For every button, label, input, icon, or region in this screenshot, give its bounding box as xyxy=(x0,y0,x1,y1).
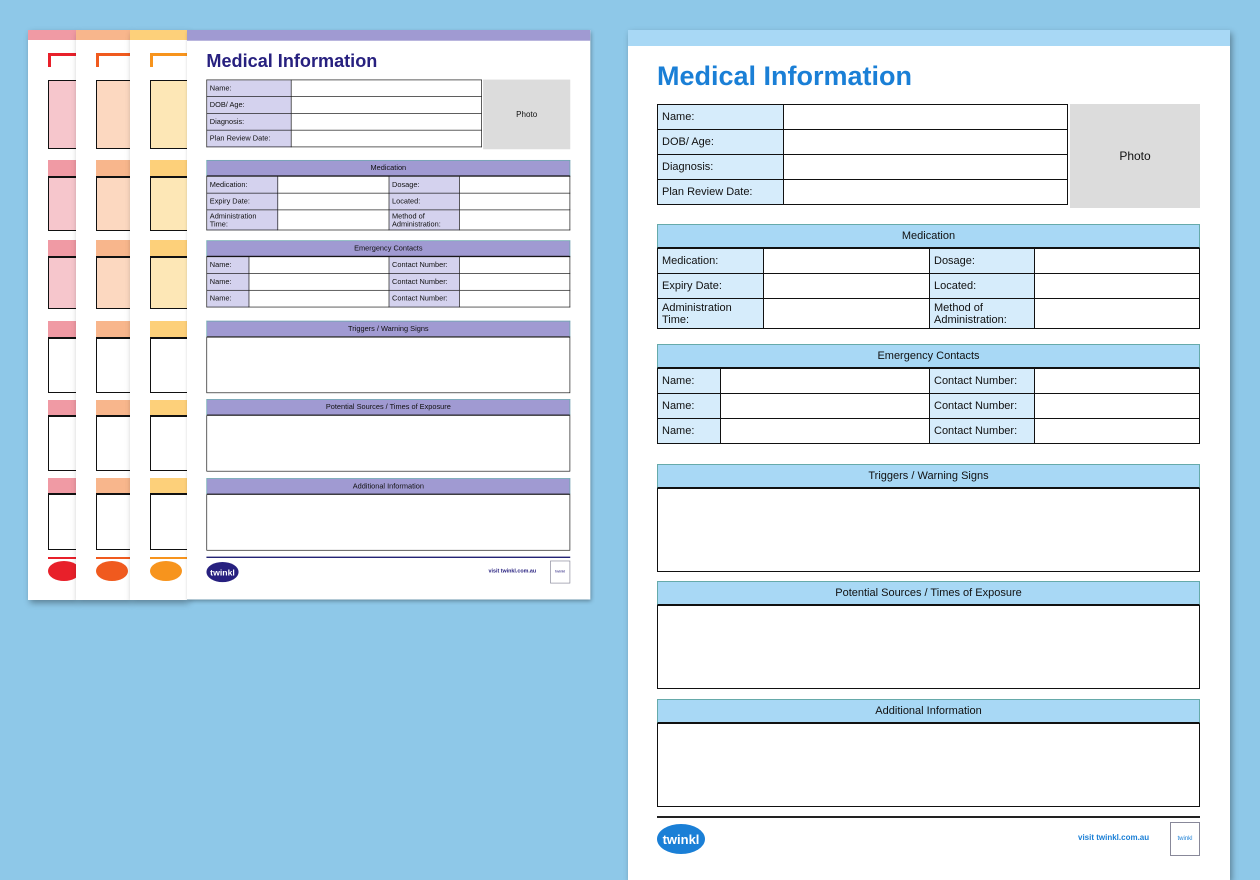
twinkl-logo: twinkl xyxy=(657,824,705,854)
contact-number-label: Contact Number: xyxy=(389,257,459,274)
emergency-table xyxy=(657,368,1200,444)
located-label: Located: xyxy=(930,274,1035,299)
dosage-label: Dosage: xyxy=(930,249,1035,274)
emergency-header-strip xyxy=(96,240,130,257)
top-bar xyxy=(76,30,130,40)
sources-header-strip xyxy=(150,400,187,416)
emergency-header: Emergency Contacts xyxy=(657,344,1200,368)
diagnosis-field[interactable] xyxy=(784,155,1068,180)
contact-number-field[interactable] xyxy=(1035,394,1200,419)
personal-info-table xyxy=(657,104,1068,205)
footer-line xyxy=(206,557,570,558)
dosage-field[interactable] xyxy=(1035,249,1200,274)
sources-box-strip xyxy=(96,416,130,471)
sources-header-strip xyxy=(48,400,76,416)
sources-header: Potential Sources / Times of Exposure xyxy=(657,581,1200,605)
dob-field[interactable] xyxy=(291,97,481,114)
additional-box[interactable] xyxy=(657,723,1200,807)
emergency-label-strip xyxy=(48,257,76,309)
contact-number-label: Contact Number: xyxy=(930,369,1035,394)
footer-line xyxy=(48,557,76,559)
worksheet-page-orange xyxy=(76,30,130,600)
worksheet-page-purple xyxy=(187,30,590,600)
plan-review-label: Plan Review Date: xyxy=(207,130,291,147)
contact-name-field[interactable] xyxy=(721,369,930,394)
diagnosis-label: Diagnosis: xyxy=(658,155,784,180)
photo-box[interactable] xyxy=(1070,104,1200,208)
contact-name-field[interactable] xyxy=(249,290,389,307)
admin-time-field[interactable] xyxy=(278,210,389,230)
medication-label-strip xyxy=(48,177,76,231)
triggers-box-strip xyxy=(96,338,130,393)
logo-shape xyxy=(96,561,128,581)
contact-name-label: Name: xyxy=(658,369,721,394)
info-label-strip xyxy=(150,80,187,149)
additional-box-strip xyxy=(48,494,76,550)
sources-box[interactable] xyxy=(657,605,1200,689)
sources-box[interactable] xyxy=(206,415,570,471)
triggers-box[interactable] xyxy=(206,337,570,393)
medication-label-strip xyxy=(96,177,130,231)
admin-time-label: Administration Time: xyxy=(207,210,278,230)
triggers-box-strip xyxy=(150,338,187,393)
additional-header: Additional Information xyxy=(206,478,570,494)
medication-header: Medication xyxy=(657,224,1200,248)
info-label-strip xyxy=(48,80,76,149)
contact-number-label: Contact Number: xyxy=(389,290,459,307)
located-field[interactable] xyxy=(1035,274,1200,299)
emergency-header-strip xyxy=(150,240,187,257)
name-field[interactable] xyxy=(291,80,481,97)
footer-line xyxy=(150,557,187,559)
title-fragment-shape xyxy=(96,53,130,67)
diagnosis-field[interactable] xyxy=(291,113,481,130)
triggers-header: Triggers / Warning Signs xyxy=(657,464,1200,488)
emergency-header-strip xyxy=(48,240,76,257)
worksheet-page-red xyxy=(28,30,76,600)
sources-box-strip xyxy=(48,416,76,471)
admin-method-field[interactable] xyxy=(1035,299,1200,329)
admin-method-label: Method of Administration: xyxy=(930,299,1035,329)
expiry-label: Expiry Date: xyxy=(207,193,278,210)
medication-field[interactable] xyxy=(764,249,930,274)
page-title: Medical Information xyxy=(206,50,378,71)
admin-method-label: Method of Administration: xyxy=(389,210,459,230)
diagnosis-label: Diagnosis: xyxy=(207,113,291,130)
triggers-header: Triggers / Warning Signs xyxy=(206,321,570,337)
medication-table xyxy=(657,248,1200,329)
expiry-field[interactable] xyxy=(764,274,930,299)
dob-field[interactable] xyxy=(784,130,1068,155)
medication-label: Medication: xyxy=(658,249,764,274)
name-label: Name: xyxy=(207,80,291,97)
contact-number-field[interactable] xyxy=(459,290,570,307)
badge-icon: twinkl xyxy=(550,561,570,584)
personal-info-table xyxy=(206,80,481,148)
contact-name-field[interactable] xyxy=(249,274,389,291)
contact-number-field[interactable] xyxy=(459,257,570,274)
located-label: Located: xyxy=(389,193,459,210)
additional-box-strip xyxy=(96,494,130,550)
footer-line xyxy=(657,816,1200,818)
medication-header-strip xyxy=(48,160,76,177)
medication-label: Medication: xyxy=(207,176,278,193)
sources-header: Potential Sources / Times of Exposure xyxy=(206,399,570,415)
sources-box-strip xyxy=(150,416,187,471)
page-title: Medical Information xyxy=(657,61,913,91)
additional-header-strip xyxy=(48,478,76,494)
additional-header-strip xyxy=(96,478,130,494)
contact-name-label: Name: xyxy=(207,274,249,291)
badge-icon: twinkl xyxy=(1170,822,1200,856)
contact-name-label: Name: xyxy=(658,419,721,444)
triggers-box[interactable] xyxy=(657,488,1200,572)
medication-header-strip xyxy=(96,160,130,177)
contact-name-field[interactable] xyxy=(721,394,930,419)
medication-table xyxy=(206,176,570,230)
expiry-field[interactable] xyxy=(278,193,389,210)
name-field[interactable] xyxy=(784,105,1068,130)
dob-label: DOB/ Age: xyxy=(658,130,784,155)
triggers-header-strip xyxy=(48,321,76,338)
visit-link[interactable]: visit twinkl.com.au xyxy=(488,568,537,575)
logo-shape xyxy=(48,561,76,581)
worksheet-page-yellow xyxy=(130,30,187,600)
contact-name-field[interactable] xyxy=(721,419,930,444)
top-bar xyxy=(28,30,76,40)
contact-number-field[interactable] xyxy=(459,274,570,291)
admin-time-label: Administration Time: xyxy=(658,299,764,329)
contact-number-label: Contact Number: xyxy=(930,419,1035,444)
photo-box[interactable] xyxy=(483,80,570,150)
worksheet-page xyxy=(628,30,1230,880)
sources-header-strip xyxy=(96,400,130,416)
located-field[interactable] xyxy=(459,193,570,210)
additional-box[interactable] xyxy=(206,494,570,550)
contact-number-label: Contact Number: xyxy=(389,274,459,291)
logo-shape xyxy=(150,561,182,581)
twinkl-logo: twinkl xyxy=(206,562,238,582)
medication-field[interactable] xyxy=(278,176,389,193)
page-top-bar xyxy=(628,30,1230,46)
medication-label-strip xyxy=(150,177,187,231)
contact-number-field[interactable] xyxy=(1035,369,1200,394)
admin-time-field[interactable] xyxy=(764,299,930,329)
plan-review-field[interactable] xyxy=(291,130,481,147)
additional-header-strip xyxy=(150,478,187,494)
contact-number-field[interactable] xyxy=(1035,419,1200,444)
name-label: Name: xyxy=(658,105,784,130)
emergency-table xyxy=(206,256,570,307)
expiry-label: Expiry Date: xyxy=(658,274,764,299)
additional-box-strip xyxy=(150,494,187,550)
triggers-header-strip xyxy=(150,321,187,338)
contact-number-label: Contact Number: xyxy=(930,394,1035,419)
medication-header-strip xyxy=(150,160,187,177)
plan-review-field[interactable] xyxy=(784,180,1068,205)
contact-name-label: Name: xyxy=(207,290,249,307)
emergency-header: Emergency Contacts xyxy=(206,240,570,256)
emergency-label-strip xyxy=(150,257,187,309)
page-top-bar xyxy=(187,30,590,41)
footer-line xyxy=(96,557,130,559)
photo-label: Photo xyxy=(516,109,538,120)
contact-name-label: Name: xyxy=(207,257,249,274)
dob-label: DOB/ Age: xyxy=(207,97,291,114)
title-fragment-shape xyxy=(48,53,76,67)
dosage-label: Dosage: xyxy=(389,176,459,193)
info-label-strip xyxy=(96,80,130,149)
plan-review-label: Plan Review Date: xyxy=(658,180,784,205)
additional-header: Additional Information xyxy=(657,699,1200,723)
triggers-header-strip xyxy=(96,321,130,338)
visit-link[interactable]: visit twinkl.com.au xyxy=(1078,833,1150,842)
contact-name-label: Name: xyxy=(658,394,721,419)
emergency-label-strip xyxy=(96,257,130,309)
title-fragment-shape xyxy=(150,53,187,67)
dosage-field[interactable] xyxy=(459,176,570,193)
top-bar xyxy=(130,30,187,40)
admin-method-field[interactable] xyxy=(459,210,570,230)
medication-header: Medication xyxy=(206,160,570,176)
contact-name-field[interactable] xyxy=(249,257,389,274)
triggers-box-strip xyxy=(48,338,76,393)
photo-label: Photo xyxy=(1119,149,1151,163)
